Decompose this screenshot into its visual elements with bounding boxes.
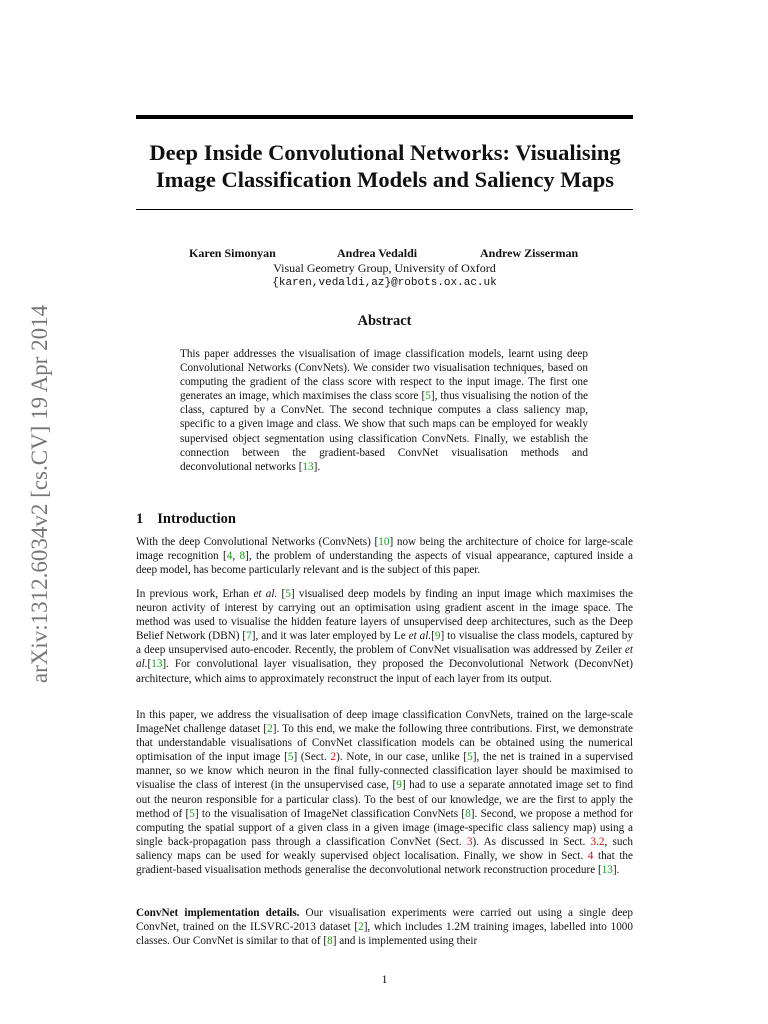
text-run: ] had to use a separate annotated image set to find out the neuron responsible for a particular class). To the best of our knowledge, we are the first to apply the method of [: [136, 779, 633, 820]
title-line-1: Deep Inside Convolutional Networks: Visualising: [149, 140, 621, 165]
author-2: Andrea Vedaldi: [337, 246, 418, 260]
text-run: ] to the visualisation of ImageNet classification ConvNets [: [194, 807, 466, 820]
italic-text: et al.: [253, 588, 278, 600]
section-number: 1: [136, 511, 144, 527]
citation-link[interactable]: 4: [226, 550, 233, 563]
abstract-heading: Abstract: [357, 313, 412, 329]
citation-link[interactable]: 8: [465, 807, 471, 820]
citation-link[interactable]: 5: [285, 588, 291, 600]
citation-link[interactable]: 13: [151, 658, 163, 671]
text-run: ], the net is trained in a supervised manner, so we know which neuron in the final fully-connected classification layer should be maximised to visualise the class of interest (in the unsupervised case, [: [136, 751, 634, 792]
text-run: ]. For convolutional layer visualisation, they proposed the Deconvolutional Network (DeconvNet) architecture, which aims to approximately reconstruct the input of each layer from its output.: [136, 658, 633, 685]
citation-link[interactable]: 5: [189, 807, 195, 820]
italic-text: et al.: [136, 644, 633, 671]
text-run: ], which includes 1.2M training images, labelled into 1000 classes. Our ConvNet is similar to that of [: [136, 921, 633, 948]
citation-link[interactable]: 9: [396, 779, 402, 792]
text-run: , such saliency maps can be used for weakly supervised object localisation. Finally, we show in Sect.: [136, 835, 633, 862]
text-run: ]. Second, we propose a method for computing the spatial support of a given class in a given image (image-specific class saliency map) using a single back-propagation pass through a classification ConvNet (Sect.: [136, 807, 634, 848]
author-3: Andrew Zisserman: [480, 246, 579, 260]
citation-link[interactable]: 5: [287, 751, 294, 764]
title-rule: [136, 209, 633, 210]
text-run: ] (Sect.: [293, 751, 331, 764]
text-run: With the deep Convolutional Networks (ConvNets) [: [136, 536, 379, 548]
text-run: ). As discussed in Sect.: [472, 835, 591, 848]
paragraph: [136, 587, 633, 686]
text-run: [: [147, 658, 152, 671]
text-run: In previous work, Erhan: [136, 588, 254, 600]
text-run: ]. To this end, we make the following three contributions. First, we demonstrate that understandable visualisations of ConvNet classification models can be obtained using the numerical optimisation of the input image [: [136, 723, 633, 764]
citation-link[interactable]: 2: [267, 723, 273, 736]
text-run: that the gradient-based visualisation methods generalise the deconvolutional network reconstruction procedure [: [136, 849, 633, 877]
citation-link[interactable]: 13: [302, 460, 314, 473]
paragraph-heading: ConvNet implementation details.: [136, 907, 300, 919]
text-run: [: [298, 460, 303, 473]
text-run: In this paper, we address the visualisation of deep image classification ConvNets, trained on the large-scale ImageNet challenge dataset [: [136, 709, 633, 736]
text-run: Our visualisation experiments were carried out using a single deep ConvNet, trained on the ILSVRC-2013 dataset [: [136, 907, 633, 934]
abstract-body: [180, 347, 588, 474]
citation-link[interactable]: 5: [425, 390, 431, 403]
text-run: ] and is implemented using their: [332, 935, 478, 948]
text-run: This paper addresses the visualisation of image classification models, learnt using deep Convolutional Networks (ConvNets). We consider two visualisation techniques, based on computing the gradient of the class score with respect to the input image. The first one generates an image, which maximises the class score: [180, 348, 588, 403]
text-run: [: [421, 390, 426, 403]
affiliation: Visual Geometry Group, University of Oxford: [273, 261, 496, 275]
section-reference-link[interactable]: 3: [466, 835, 473, 848]
citation-link[interactable]: 8: [239, 550, 246, 563]
text-run: ,: [232, 550, 240, 563]
paragraph: [136, 708, 633, 877]
section-reference-link[interactable]: 3.2: [590, 835, 605, 848]
citation-link[interactable]: 13: [601, 864, 613, 877]
text-run: ). Note, in our case, unlike [: [336, 751, 468, 764]
text-run: ].: [313, 460, 321, 473]
citation-link[interactable]: 2: [358, 921, 364, 934]
text-run: ] now being the architecture of choice for large-scale image recognition [: [136, 536, 633, 563]
arxiv-identifier: arXiv:1312.6034v2 [cs.CV] 19 Apr 2014: [27, 304, 52, 684]
italic-text: et al.: [408, 630, 432, 643]
citation-link[interactable]: 9: [434, 630, 441, 643]
citation-link[interactable]: 10: [378, 536, 390, 548]
text-run: ] to visualise the class models, captured by a deep unsupervised auto-encoder. Recently, the problem of ConvNet visualisation was addressed by Zeiler: [136, 630, 633, 657]
text-run: , thus visualising the notion of the class, captured by a ConvNet. The second technique computes a class saliency map, specific to a given image and class. We show that such maps can be employed for weakly supervised object segmentation using classification ConvNets. Finally, we establish the connection between the gradient-based ConvNet visualisation methods and deconvolutional networks: [180, 390, 588, 473]
paragraph: [136, 906, 633, 948]
top-rule: [136, 115, 633, 119]
text-run: [: [431, 630, 435, 643]
section-heading: [136, 510, 236, 528]
text-run: ], the problem of understanding the aspects of visual appearance, captured inside a deep model, has become particularly relevant and is the subject of this paper.: [136, 550, 633, 577]
citation-link[interactable]: 7: [246, 630, 252, 643]
text-run: ], and it was later employed by Le: [251, 630, 409, 643]
citation-link[interactable]: 5: [467, 751, 473, 764]
author-emails: {karen,vedaldi,az}@robots.ox.ac.uk: [272, 277, 497, 289]
text-run: ].: [612, 864, 620, 877]
author-1: Karen Simonyan: [189, 246, 276, 260]
section-reference-link[interactable]: 4: [587, 849, 594, 862]
section-title: Introduction: [157, 511, 236, 527]
section-reference-link[interactable]: 2: [330, 751, 337, 764]
text-run: [: [277, 588, 286, 600]
page-number: 1: [381, 972, 388, 986]
text-run: ]: [430, 390, 435, 403]
citation-link[interactable]: 8: [327, 935, 333, 948]
title-line-2: Image Classification Models and Saliency Maps: [155, 167, 615, 192]
paragraph: [136, 535, 633, 577]
text-run: ] visualised deep models by finding an input image which maximises the neuron activity of interest by carrying out an optimisation using gradient ascent in the image space. The method was used to visualise the hidden feature layers of unsupervised deep architectures, such as the Deep Belief Network (DBN) [: [136, 588, 633, 643]
paper-title: [120, 139, 650, 193]
